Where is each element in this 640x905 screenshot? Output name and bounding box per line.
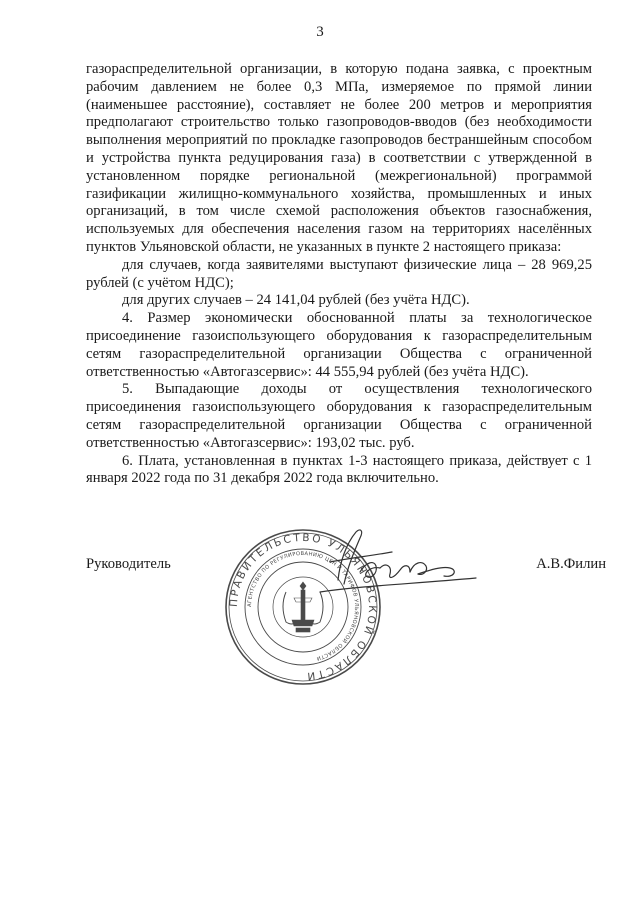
paragraph-item-5: 5. Выпадающие доходы от осуществления технологического присоединения газоиспользующего оборудования к газораспределительным сетям газораспределительной организации Общества с ограниченной ответственностью «Автогазсервис»: 193,02 тыс. руб. [86, 381, 592, 451]
svg-text:АГЕНТСТВО ПО РЕГУЛИРОВАНИЮ ЦЕН: АГЕНТСТВО ПО РЕГУЛИРОВАНИЮ ЦЕН И ТАРИФОВ УЛЬЯНОВСКОЙ ОБЛАСТИ [246, 550, 360, 662]
signer-title: Руководитель [86, 556, 171, 572]
page-number: 3 [316, 24, 324, 40]
paragraph-other-cases: для других случаев – 24 141,04 рублей (без учёта НДС). [122, 292, 470, 309]
paragraph-individuals: для случаев, когда заявителями выступают физические лица – 28 969,25 рублей (с учётом НДС); [86, 256, 592, 291]
signer-name: А.В.Филин [536, 556, 606, 572]
paragraph-continuation: газораспределительной организации, в которую подана заявка, с проектным рабочим давлением не более 0,3 МПа, измеряемое по прямой линии (наименьшее расстояние), составляет не более 200 метров и мероприятия предполагают строительство только газопроводов-вводов (без необходимости выполнения мероприятий по прокладке газопроводов бестраншейным способом и устройства пункта редуцирования газа) в соответствии с утвержденной в установленном порядке региональной (межрегиональной) программой газификации жилищно-коммунального хозяйства, промышленных и иных организаций, в том числе схемой расположения объектов газоснабжения, используемых для обеспечения населения газом на территориях населённых пунктов Ульяновской области, не указанных в пункте 2 настоящего приказа: [86, 61, 592, 255]
paragraph-item-4: 4. Размер экономически обоснованной платы за технологическое присоединение газоиспользующего оборудования к газораспределительным сетям газораспределительной организации Общества с ограниченной ответственностью «Автогазсервис»: 44 555,94 рублей (без учёта НДС). [86, 310, 592, 380]
handwritten-signature-icon [300, 522, 490, 602]
svg-text:ПРАВИТЕЛЬСТВО УЛЬЯНОВСКОЙ ОБЛА: ПРАВИТЕЛЬСТВО УЛЬЯНОВСКОЙ ОБЛАСТИ [227, 531, 379, 683]
paragraph-item-6: 6. Плата, установленная в пунктах 1-3 настоящего приказа, действует с 1 января 2022 года по 31 декабря 2022 года включительно. [86, 452, 592, 487]
document-body [86, 61, 592, 488]
